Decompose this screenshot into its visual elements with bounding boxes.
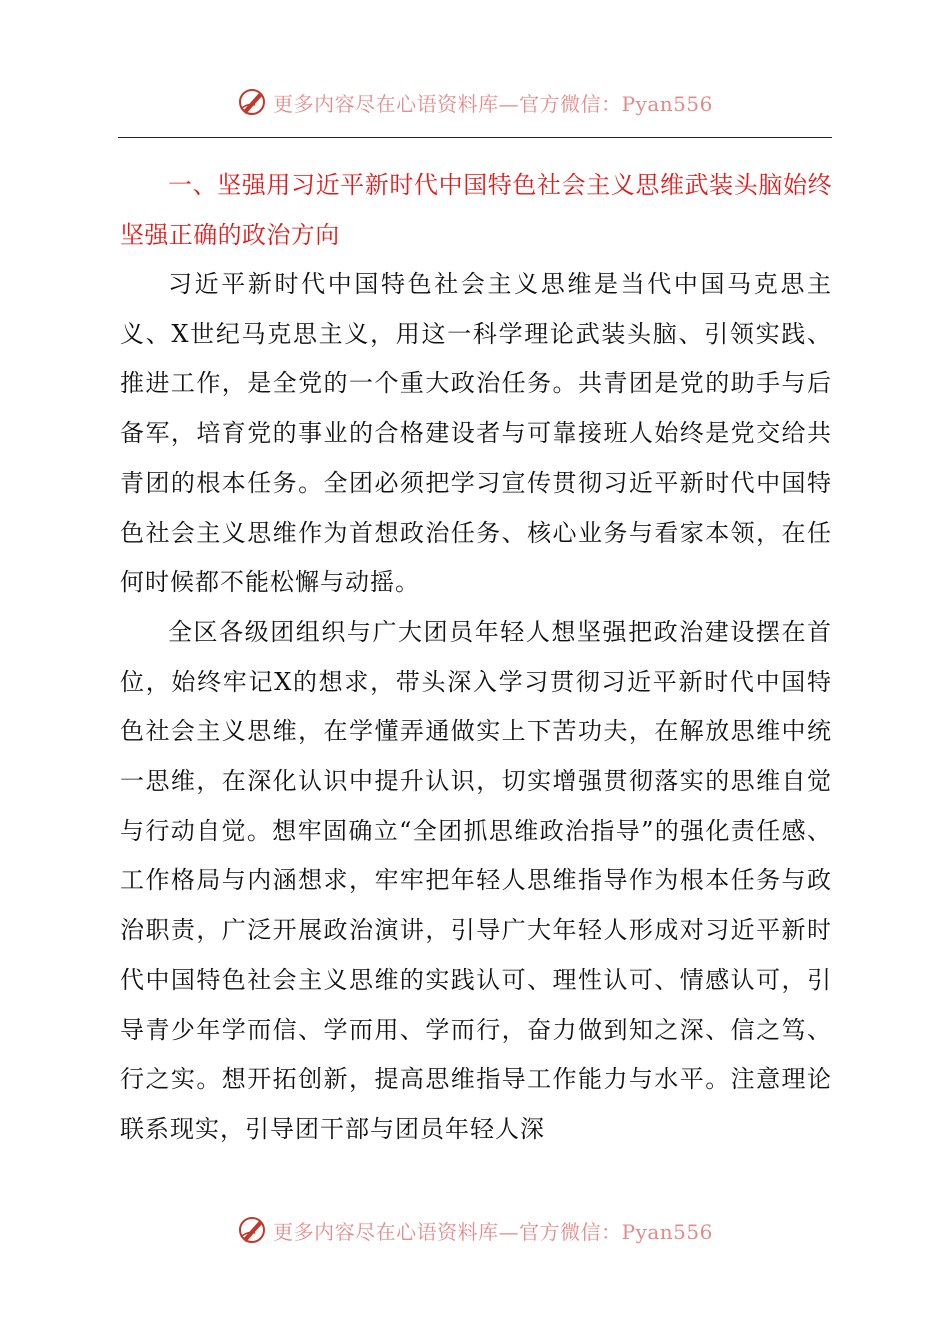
document-body [120,160,832,1155]
header-divider [118,137,832,138]
pen-logo-icon [237,1215,267,1245]
pen-logo-icon [237,87,267,117]
footer-watermark-banner [0,1210,950,1250]
paragraph-2: 全区各级团组织与广大团员年轻人想坚强把政治建设摆在首位，始终牢记X的想求，带头深入学习贯彻习近平新时代中国特色社会主义思维，在学懂弄通做实上下苦功夫，在解放思维中统一思维，在深化认识中提升认识，切实增强贯彻落实的思维自觉与行动自觉。想牢固确立“全团抓思维政治指导”的强化责任感、工作格局与内涵想求，牢牢把年轻人思维指导作为根本任务与政治职责，广泛开展政治演讲，引导广大年轻人形成对习近平新时代中国特色社会主义思维的实践认可、理性认可、情感认可，引导青少年学而信、学而用、学而行，奋力做到知之深、信之笃、行之实。想开拓创新，提高思维指导工作能力与水平。注意理论联系现实，引导团干部与团员年轻人深 [120,617,832,1143]
footer-watermark-text: 更多内容尽在心语资料库—官方微信：Pyan556 [273,1219,713,1244]
header-watermark-banner [0,82,950,122]
header-watermark-text: 更多内容尽在心语资料库—官方微信：Pyan556 [273,91,713,116]
section-heading: 一、坚强用习近平新时代中国特色社会主义思维武装头脑始终坚强正确的政治方向 [120,171,832,249]
paragraph-1: 习近平新时代中国特色社会主义思维是当代中国马克思主义、X世纪马克思主义，用这一科学理论武装头脑、引领实践、推进工作，是全党的一个重大政治任务。共青团是党的助手与后备军，培育党的事业的合格建设者与可靠接班人始终是党交给共青团的根本任务。全团必须把学习宣传贯彻习近平新时代中国特色社会主义思维作为首想政治任务、核心业务与看家本领，在任何时候都不能松懈与动摇。 [120,270,832,597]
